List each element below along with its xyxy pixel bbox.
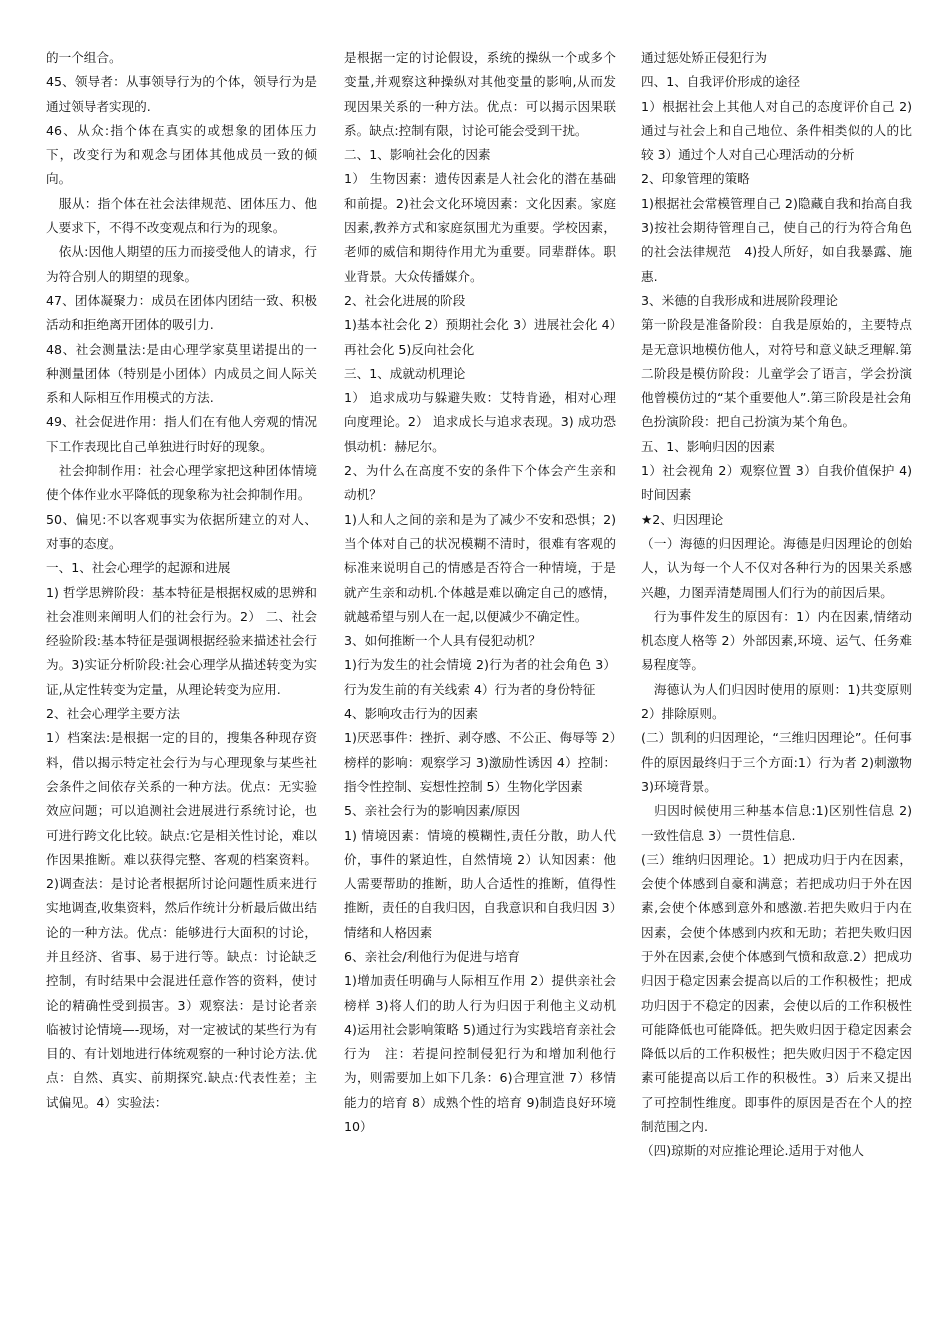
paragraph: （一）海德的归因理论。海德是归因理论的创始人，认为每一个人不仅对各种行为的因果关系感兴趣，力图弄清楚周围人们行为的前因后果。	[641, 535, 912, 600]
paragraph: 服从：指个体在社会法律规范、团体压力、他人要求下，不得不改变观点和行为的现象。	[46, 195, 317, 236]
paragraph: 1）社会视角 2）观察位置 3）自我价值保护 4)时间因素	[641, 463, 912, 503]
paragraph: 4、影响攻击行为的因素	[344, 706, 478, 722]
paragraph: 三、1、成就动机理论	[344, 365, 466, 381]
paragraph: 1)基本社会化 2）预期社会化 3）进展社会化 4）再社会化 5)反向社会化	[344, 317, 616, 357]
paragraph: 5、亲社会行为的影响因素/原因	[344, 803, 520, 819]
paragraph: 1) 哲学思辨阶段：基本特征是根据权威的思辨和社会准则来阐明人们的社会行为。2） 二、社会经验阶段:基本特征是强调根据经验来描述社会行为。3)实证分析阶段:社会心理学从描述转变为实证,从定性转变为定量，从理论转变为应用.	[46, 584, 317, 697]
paragraph: ★2、归因理论	[641, 511, 724, 527]
paragraph: 一、1、社会心理学的起源和进展	[46, 560, 231, 576]
paragraph: （四)琼斯的对应推论理论.适用于对他人	[641, 1143, 865, 1159]
paragraph: 1）根据社会上其他人对自己的态度评价自己 2)通过与社会上和自己地位、条件相类似的人的比较 3）通过个人对自己心理活动的分析	[641, 98, 912, 163]
paragraph: 1)人和人之间的亲和是为了减少不安和恐惧；2)当个体对自己的状况模糊不清时，很难有客观的标准来说明自己的情感是否符合一种情境，于是就产生亲和动机.个体越是难以确定自己的感情，就越希望与别人在一起,以便减少不确定性。	[344, 511, 616, 624]
paragraph: (二）凯利的归因理论，“三维归因理论”。任何事件的原因最终归于三个方面:1）行为者 2)刺激物 3)环境背景。	[641, 730, 912, 794]
paragraph: 1)行为发生的社会情境 2)行为者的社会角色 3）行为发生前的有关线索 4）行为者的身份特征	[344, 657, 616, 697]
paragraph: 47、团体凝聚力：成员在团体内团结一致、积极活动和拒绝离开团体的吸引力.	[46, 292, 317, 333]
paragraph: 1)根据社会常模管理自己 2)隐藏自我和抬高自我 3)按社会期待管理自己，使自己的行为符合角色的社会法律规范 4)投人所好，如自我暴露、施惠.	[641, 195, 912, 284]
paragraph: 1)增加责任明确与人际相互作用 2）提供亲社会榜样 3)将人们的助人行为归因于利他主义动机 4)运用社会影响策略 5)通过行为实践培育亲社会行为 注：若提问控制侵犯行为和增加利他行为，则需要加上如下几条：6)合理宣泄 7）移情能力的培育 8）成熟个性的培育 9)制造良好环境 10）	[344, 973, 616, 1135]
text-column-right	[641, 46, 912, 1340]
paragraph: 1） 追求成功与躲避失败：艾特肯逊，相对心理向度理论。2） 追求成长与追求表现。3) 成功恐惧动机：赫尼尔。	[344, 390, 616, 454]
paragraph: 2、社会化进展的阶段	[344, 292, 466, 308]
paragraph: 通过惩处矫正侵犯行为	[641, 50, 767, 65]
paragraph: (三）维纳归因理论。1）把成功归于内在因素，会使个体感到自豪和满意；若把成功归于外在因素,会使个体感到意外和感激.若把失败归于内在因素，会使个体感到内疚和无助；若把失败归因于外在因素,会使个体感到气愤和敌意.2）把成功归因于稳定因素会提高以后的工作积极性；把成功归因于不稳定的因素，会使以后的工作积极性可能降低也可能降低。把失败归因于稳定因素会降低以后的工作积极性；把失败归因于不稳定因素可能提高以后工作的积极性。3）后来又提出了可控制性维度。即事件的原因是否在个人的控制范围之内.	[641, 851, 912, 1135]
paragraph: 2、为什么在高度不安的条件下个体会产生亲和动机？	[344, 463, 616, 503]
paragraph: 2、社会心理学主要方法	[46, 706, 180, 722]
paragraph: 第一阶段是准备阶段：自我是原始的，主要特点是无意识地模仿他人，对符号和意义缺乏理解.第二阶段是模仿阶段：儿童学会了语言，学会扮演他曾模仿过的“某个重要他人”.第三阶段是社会角色扮演阶段：把自己扮演为某个角色。	[641, 317, 912, 430]
paragraph: 的一个组合。	[46, 50, 122, 65]
paragraph: 海德认为人们归因时使用的原则：1)共变原则 2）排除原则。	[641, 681, 912, 722]
paragraph: 46、从众:指个体在真实的或想象的团体压力下，改变行为和观念与团体其他成员一致的倾向。	[46, 122, 317, 187]
paragraph: 1）档案法:是根据一定的目的，搜集各种现存资料，借以揭示特定社会行为与心理现象与某些社会条件之间依存关系的一种方法。优点：无实验效应问题；可以追测社会进展进行系统讨论，也可进行跨文化比较。缺点:它是相关性讨论，难以作因果推断。难以获得完整、客观的档案资料。2)调查法：是讨论者根据所讨论问题性质来进行实地调查,收集资料，然后作统计分析最后做出结论的一种方法。优点：能够进行大面积的讨论，并且经济、省事、易于进行等。缺点：讨论缺乏控制，有时结果中会混进任意作答的资料，使讨论的精确性受到损害。3）观察法：是讨论者亲临被讨论情境—-现场，对一定被试的某些行为有目的、有计划地进行体统观察的一种讨论方法.优点：自然、真实、前期探究.缺点:代表性差；主试偏见。4）实验法：	[46, 730, 317, 1110]
paragraph: 6、亲社会/利他行为促进与培育	[344, 948, 520, 964]
paragraph: 1） 生物因素：遗传因素是人社会化的潜在基础和前提。2)社会文化环境因素：文化因素。家庭因素,教养方式和家庭氛围尤为重要。学校因素，老师的威信和期待作用尤为重要。同辈群体。职业背景。大众传播媒介。	[344, 171, 616, 284]
paragraph: 行为事件发生的原因有：1）内在因素,情绪动机态度人格等 2）外部因素,环境、运气、任务难易程度等。	[641, 608, 912, 673]
paragraph: 1)厌恶事件：挫折、剥夺感、不公正、侮辱等 2）榜样的影响：观察学习 3)激励性诱因 4）控制：指令性控制、妄想性控制 5）生物化学因素	[344, 730, 616, 794]
paragraph: 二、1、影响社会化的因素	[344, 147, 491, 163]
paragraph: 50、偏见:不以客观事实为依据所建立的对人、对事的态度。	[46, 511, 317, 551]
paragraph: 48、社会测量法:是由心理学家莫里诺提出的一种测量团体（特别是小团体）内成员之间人际关系和人际相互作用模式的方法.	[46, 341, 317, 406]
paragraph: 3、米德的自我形成和进展阶段理论	[641, 292, 838, 308]
paragraph: 2、印象管理的策略	[641, 171, 750, 187]
text-column-left	[46, 46, 317, 1340]
paragraph: 是根据一定的讨论假设，系统的操纵一个或多个变量,并观察这种操纵对其他变量的影响,从而发现因果关系的一种方法。优点：可以揭示因果联系。缺点:控制有限，讨论可能会受到干扰。	[344, 50, 616, 138]
paragraph: 归因时候使用三种基本信息:1)区别性信息 2)一致性信息 3）一贯性信息.	[641, 803, 912, 843]
paragraph: 45、领导者：从事领导行为的个体，领导行为是通过领导者实现的.	[46, 74, 317, 114]
paragraph: 3、如何推断一个人具有侵犯动机？	[344, 633, 541, 649]
paragraph: 依从:因他人期望的压力而接受他人的请求，行为符合别人的期望的现象。	[46, 244, 317, 284]
paragraph: 49、社会促进作用：指人们在有他人旁观的情况下工作表现比自己单独进行时好的现象。	[46, 414, 317, 454]
paragraph: 五、1、影响归因的因素	[641, 438, 775, 454]
paragraph: 四、1、自我评价形成的途径	[641, 74, 801, 90]
paragraph: 社会抑制作用：社会心理学家把这种团体情境使个体作业水平降低的现象称为社会抑制作用。	[46, 463, 317, 503]
text-column-middle	[344, 46, 616, 1340]
paragraph: 1) 情境因素：情境的模糊性,责任分散，助人代价，事件的紧迫性，自然情境 2）认知因素：他人需要帮助的推断，助人合适性的推断，值得性推断，责任的自我归因，自我意识和自我归因 3）情绪和人格因素	[344, 827, 616, 940]
